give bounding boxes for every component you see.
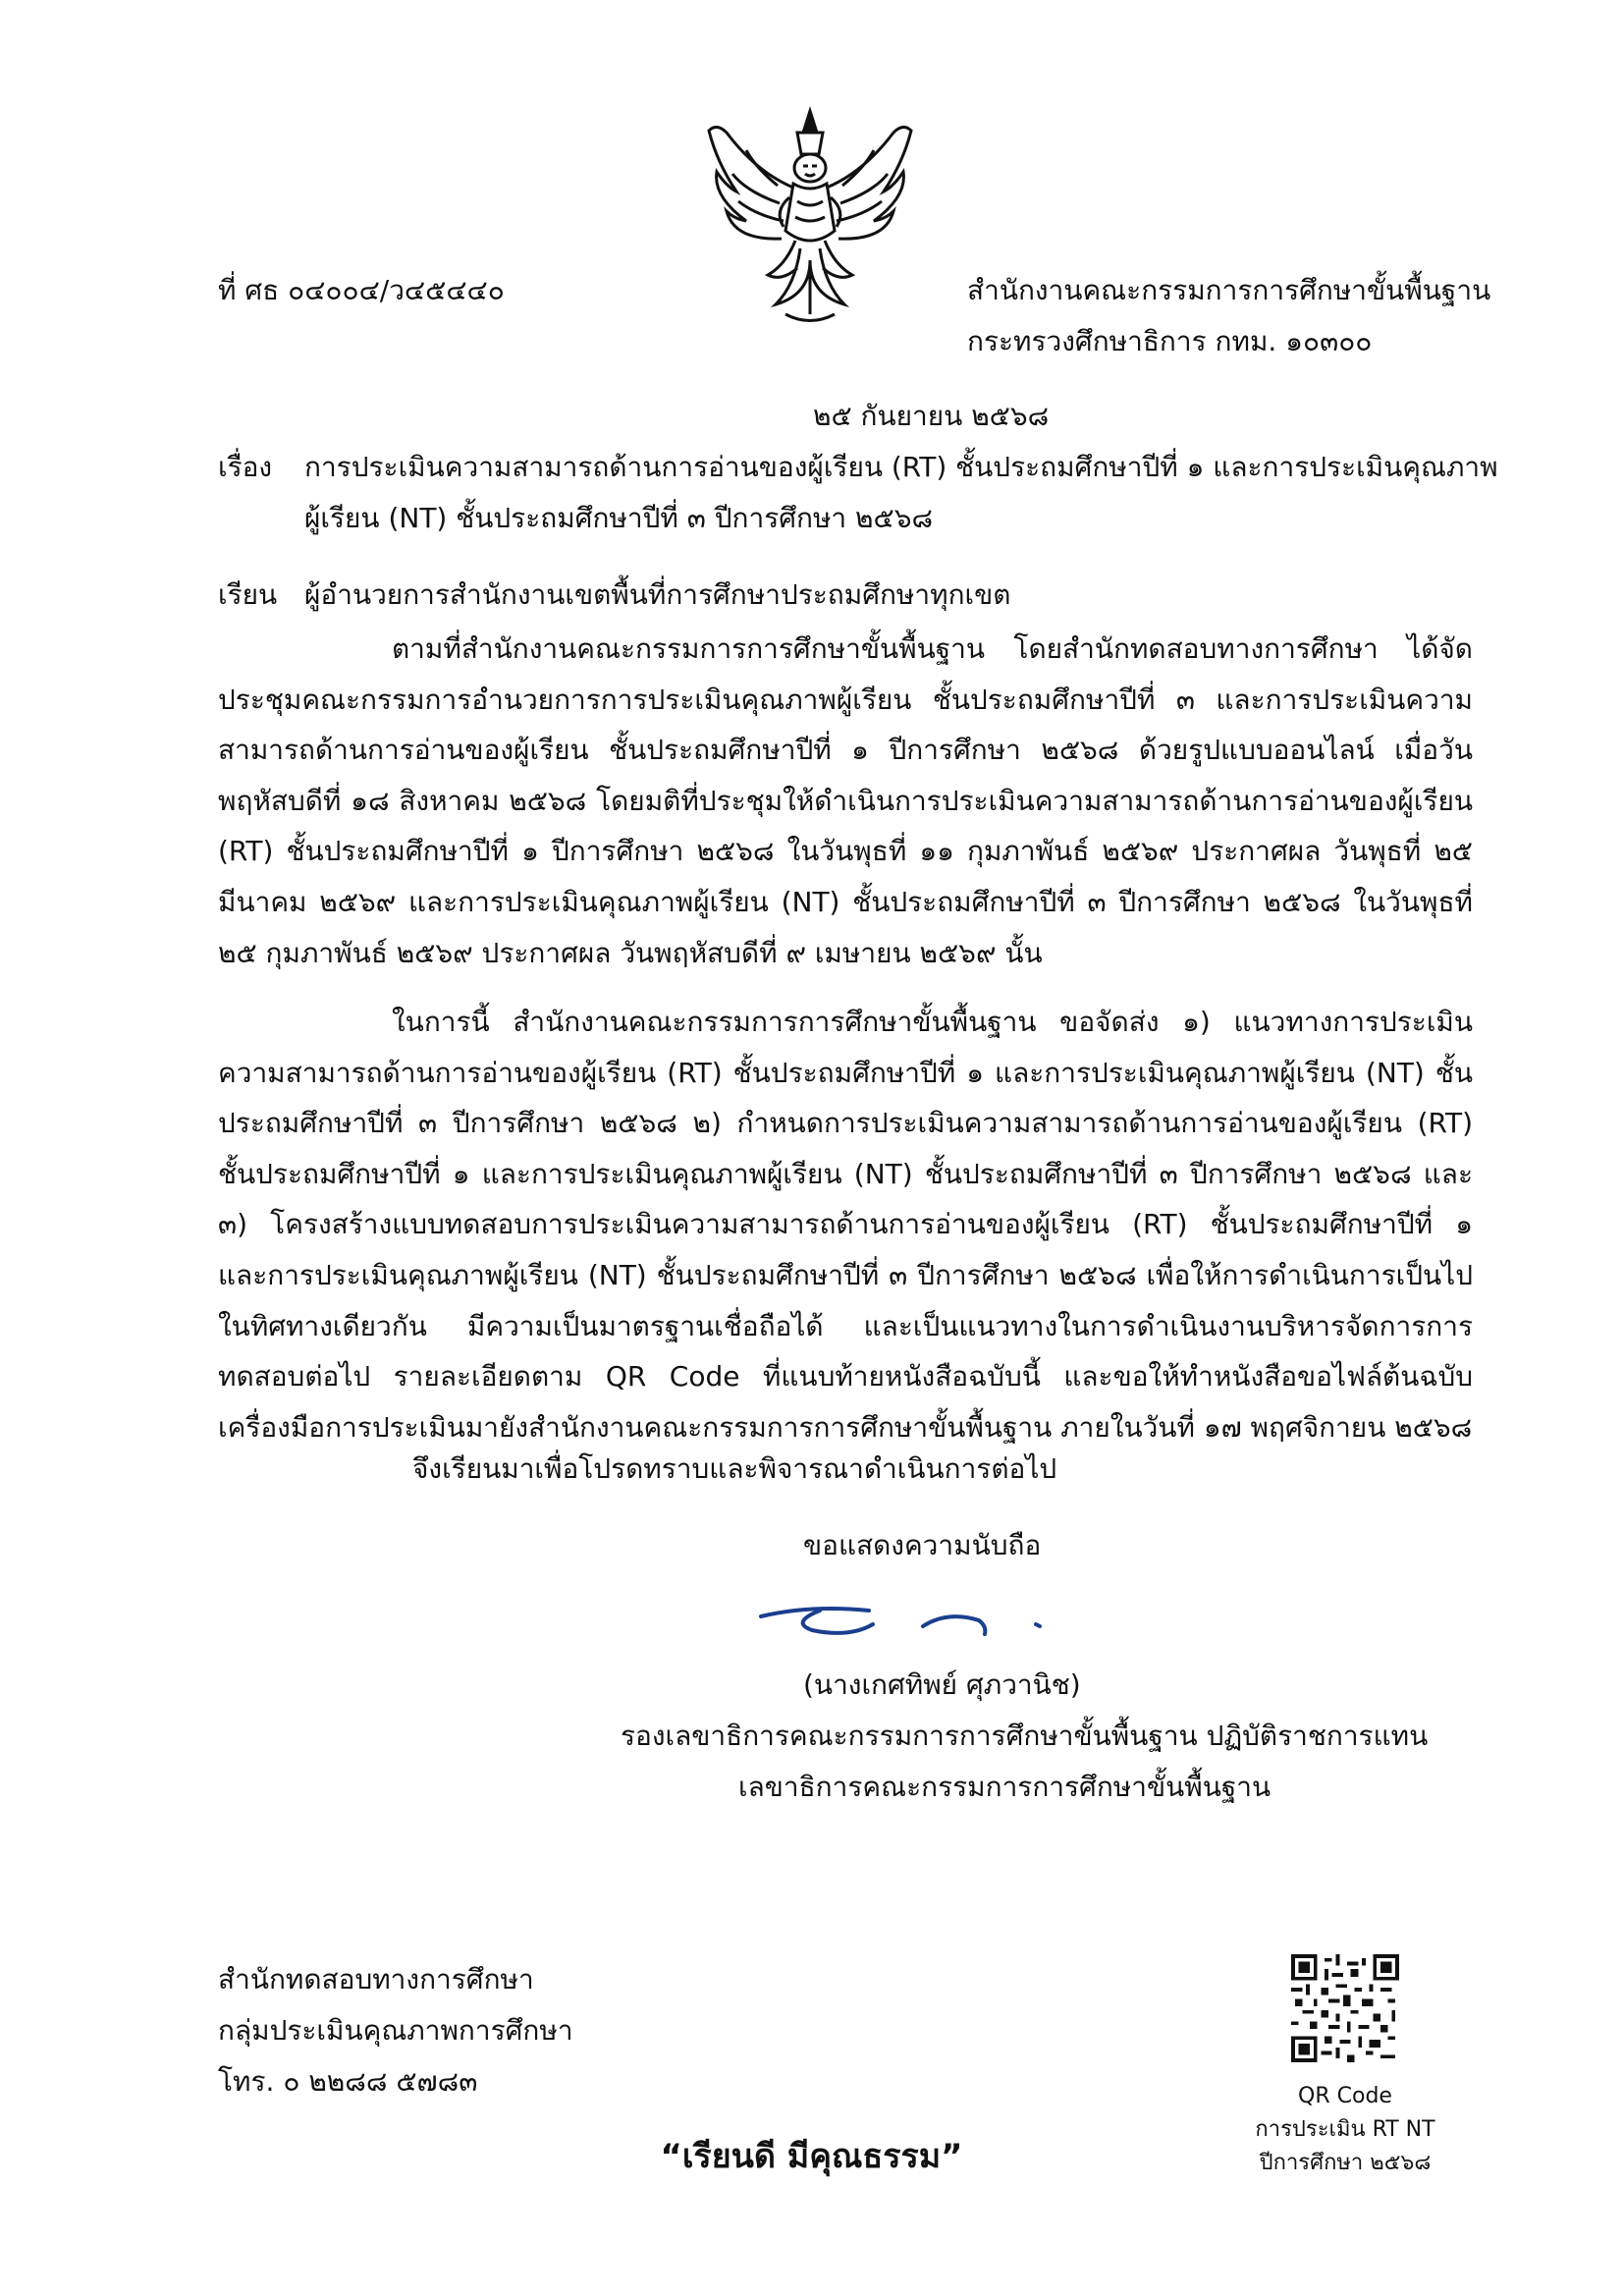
closing-regards: ขอแสดงความนับถือ xyxy=(803,1529,1042,1561)
qr-code-icon[interactable] xyxy=(1291,1954,1399,2062)
reference-number: ที่ ศธ ๐๔๐๐๔/ว๔๕๔๔๐ xyxy=(218,274,505,306)
footer-phone: โทร. ๐ ๒๒๘๘ ๕๗๘๓ xyxy=(218,2065,478,2098)
signer-title-2: เลขาธิการคณะกรรมการการศึกษาขั้นพื้นฐาน xyxy=(738,1771,1271,1803)
closing-request: จึงเรียนมาเพื่อโปรดทราบและพิจารณาดำเนินการต่อไป xyxy=(412,1452,1057,1485)
signer-title-1: รองเลขาธิการคณะกรรมการการศึกษาขั้นพื้นฐาน ปฏิบัติราชการแทน xyxy=(621,1720,1429,1752)
letter-date: ๒๕ กันยายน ๒๕๖๘ xyxy=(813,400,1050,432)
to-label: เรียน xyxy=(218,578,278,611)
qr-caption-2: การประเมิน RT NT xyxy=(1255,2117,1435,2142)
qr-caption-3: ปีการศึกษา ๒๕๖๘ xyxy=(1259,2151,1432,2175)
footer-office-2: กลุ่มประเมินคุณภาพการศึกษา xyxy=(218,2014,573,2047)
subject-line-2: ผู้เรียน (NT) ชั้นประถมศึกษาปีที่ ๓ ปีการศึกษา ๒๕๖๘ xyxy=(304,502,934,534)
body-paragraph-2: ในการนี้ สำนักงานคณะกรรมการการศึกษาขั้นพื้นฐาน ขอจัดส่ง ๑) แนวทางการประเมินความสามารถด้านการอ่านของผู้เรียน (RT) ชั้นประถมศึกษาปีที่ ๑ และการประเมินคุณภาพผู้เรียน (NT) ชั้นประถมศึกษาปีที่ ๓ ปีการศึกษา ๒๕๖๘ ๒) กำหนดการประเมินความสามารถด้านการอ่านของผู้เรียน (RT) ชั้นประถมศึกษาปีที่ ๑ และการประเมินคุณภาพผู้เรียน (NT) ชั้นประถมศึกษาปีที่ ๓ ปีการศึกษา ๒๕๖๘ และ ๓) โครงสร้างแบบทดสอบการประเมินความสามารถด้านการอ่านของผู้เรียน (RT) ชั้นประถมศึกษาปีที่ ๑ และการประเมินคุณภาพผู้เรียน (NT) ชั้นประถมศึกษาปีที่ ๓ ปีการศึกษา ๒๕๖๘ เพื่อให้การดำเนินการเป็นไปในทิศทางเดียวกัน มีความเป็นมาตรฐานเชื่อถือได้ และเป็นแนวทางในการดำเนินงานบริหารจัดการการทดสอบต่อไป รายละเอียดตาม QR Code ที่แนบท้ายหนังสือฉบับนี้ และขอให้ทำหนังสือขอไฟล์ต้นฉบับเครื่องมือการประเมินมายังสำนักงานคณะกรรมการการศึกษาขั้นพื้นฐาน ภายในวันที่ ๑๗ พฤศจิกายน ๒๕๖๘ xyxy=(218,1006,1473,1444)
sender-org-name: สำนักงานคณะกรรมการการศึกษาขั้นพื้นฐาน xyxy=(967,274,1491,306)
signer-name: (นางเกศทิพย์ ศุภวานิช) xyxy=(803,1668,1081,1701)
qr-caption-1: QR Code xyxy=(1298,2084,1392,2108)
body-paragraph-1: ตามที่สำนักงานคณะกรรมการการศึกษาขั้นพื้นฐาน โดยสำนักทดสอบทางการศึกษา ได้จัดประชุมคณะกรรมการอำนวยการการประเมินคุณภาพผู้เรียน ชั้นประถมศึกษาปีที่ ๓ และการประเมินความสามารถด้านการอ่านของผู้เรียน ชั้นประถมศึกษาปีที่ ๑ ปีการศึกษา ๒๕๖๘ ด้วยรูปแบบออนไลน์ เมื่อวันพฤหัสบดีที่ ๑๘ สิงหาคม ๒๕๖๘ โดยมติที่ประชุมให้ดำเนินการประเมินความสามารถด้านการอ่านของผู้เรียน (RT) ชั้นประถมศึกษาปีที่ ๑ ปีการศึกษา ๒๕๖๘ ในวันพุธที่ ๑๑ กุมภาพันธ์ ๒๕๖๙ ประกาศผล วันพุธที่ ๒๕ มีนาคม ๒๕๖๙ และการประเมินคุณภาพผู้เรียน (NT) ชั้นประถมศึกษาปีที่ ๓ ปีการศึกษา ๒๕๖๘ ในวันพุธที่ ๒๕ กุมภาพันธ์ ๒๕๖๙ ประกาศผล วันพฤหัสบดีที่ ๙ เมษายน ๒๕๖๙ นั้น xyxy=(218,632,1473,969)
motto: “เรียนดี มีคุณธรรม” xyxy=(660,2137,963,2176)
sender-org-address: กระทรวงศึกษาธิการ กทม. ๑๐๓๐๐ xyxy=(967,325,1373,357)
to-recipient: ผู้อำนวยการสำนักงานเขตพื้นที่การศึกษาประถมศึกษาทุกเขต xyxy=(304,578,1011,611)
signature-image xyxy=(751,1581,1105,1650)
subject-label: เรื่อง xyxy=(218,451,273,483)
garuda-emblem xyxy=(687,103,933,334)
footer-office-1: สำนักทดสอบทางการศึกษา xyxy=(218,1963,534,1995)
subject-line-1: การประเมินความสามารถด้านการอ่านของผู้เรียน (RT) ชั้นประถมศึกษาปีที่ ๑ และการประเมินคุณภาพ xyxy=(304,451,1498,483)
